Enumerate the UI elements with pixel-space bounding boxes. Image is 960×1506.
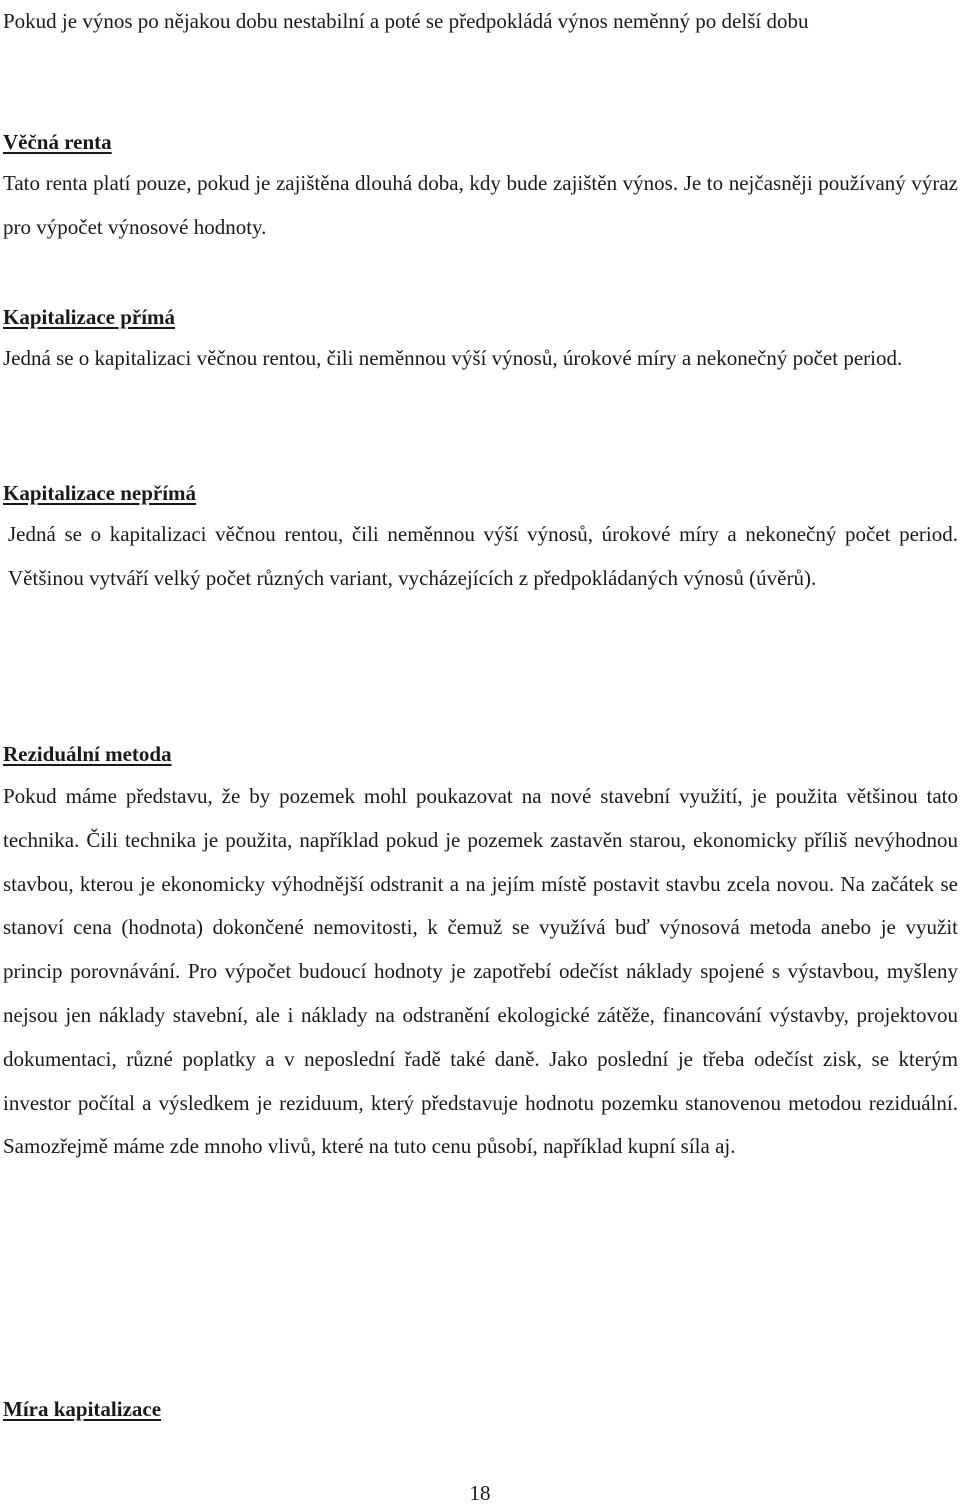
heading-rezidualni-metoda: Reziduální metoda: [3, 742, 172, 766]
heading-vecna-renta: Věčná renta: [3, 130, 112, 154]
paragraph-kapitalizace-prima: Jedná se o kapitalizaci věčnou rentou, čili neměnnou výší výnosů, úrokové míry a nekonečný počet period.: [3, 346, 903, 370]
paragraph-rezidualni-metoda: Pokud máme představu, že by pozemek mohl poukazovat na nové stavební využití, je použita většinou tato technika. Čili technika je použita, například pokud je pozemek zastavěn starou, ekonomicky příliš nevýhodnou stavbou, kterou je ekonomicky výhodnější odstranit a na jejím místě postavit stavbu zcela novou. Na začátek se stanoví cena (hodnota) dokončené nemovitosti, k čemuž se využívá buď výnosová metoda anebo je využit princip porovnávání. Pro výpočet budoucí hodnoty je zapotřebí odečíst náklady spojené s výstavbou, myšleny nejsou jen náklady stavební, ale i náklady na odstranění ekologické zátěže, financování výstavby, projektovou dokumentaci, různé poplatky a v neposlední řadě také daně. Jako poslední je třeba odečíst zisk, se kterým investor počítal a výsledkem je reziduum, který představuje hodnotu pozemku stanovenou metodou reziduální. Samozřejmě máme zde mnoho vlivů, které na tuto cenu působí, například kupní síla aj.: [3, 784, 958, 1159]
page-number: 18: [469, 1481, 491, 1505]
heading-mira-kapitalizace: Míra kapitalizace: [3, 1397, 162, 1421]
heading-kapitalizace-prima: Kapitalizace přímá: [3, 305, 176, 329]
paragraph-kapitalizace-neprima: Jedná se o kapitalizaci věčnou rentou, čili neměnnou výší výnosů, úrokové míry a nekonečný počet period. Většinou vytváří velký počet různých variant, vycházejících z předpokládaných výnosů (úvěrů).: [8, 522, 958, 590]
paragraph-vecna-renta: Tato renta platí pouze, pokud je zajištěna dlouhá doba, kdy bude zajištěn výnos. Je to nejčasněji používaný výraz pro výpočet výnosové hodnoty.: [3, 171, 958, 239]
heading-kapitalizace-neprima: Kapitalizace nepřímá: [3, 481, 197, 505]
intro-paragraph: Pokud je výnos po nějakou dobu nestabilní a poté se předpokládá výnos neměnný po delší dobu: [3, 9, 809, 33]
